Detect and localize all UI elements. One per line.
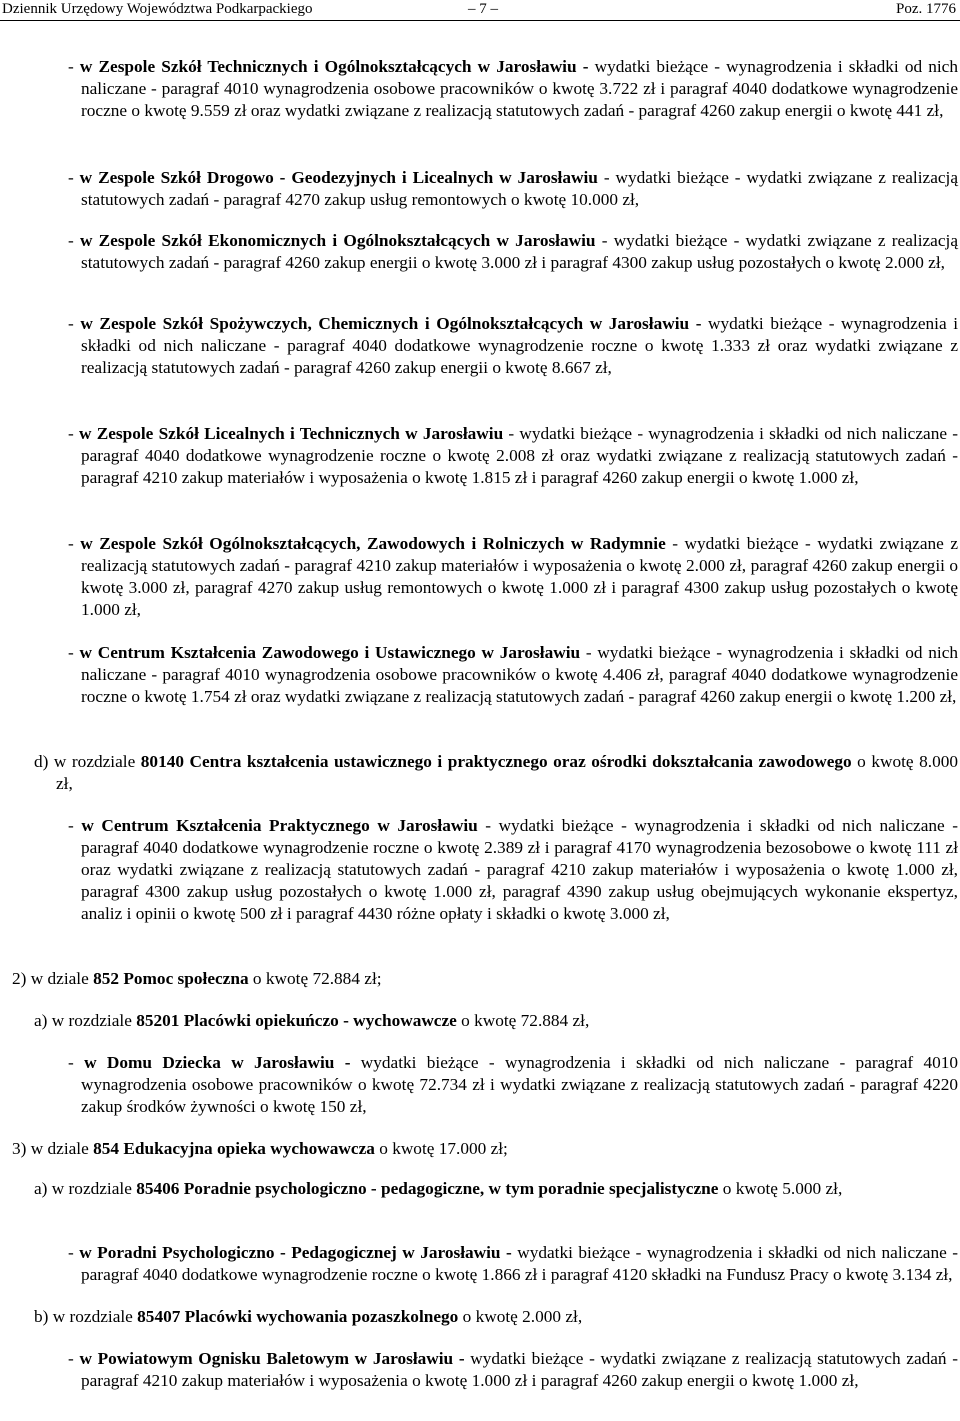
paragraph-poradnia: - w Poradni Psychologiczno - Pedagogicznej w Jarosławiu - wydatki bieżące - wynagrodzenia i składki od nich naliczane - paragraf 4040 dodatkowe wynagrodzenie roczne o kwotę 1.866 zł i paragraf 4120 składki na Fundusz Pracy o kwotę 3.134 zł,: [68, 1243, 958, 1284]
paragraph-dzial-854: 3) w dziale 854 Edukacyjna opieka wychowawcza o kwotę 17.000 zł;: [12, 1139, 508, 1158]
paragraph-rozdzial-80140: d) w rozdziale 80140 Centra kształcenia ustawicznego i praktycznego oraz ośrodki dokształcania zawodowego o kwotę 8.000 zł,: [34, 752, 958, 793]
page-header: [0, 0, 960, 21]
paragraph-dom-dziecka: - w Domu Dziecka w Jarosławiu - wydatki bieżące - wynagrodzenia i składki od nich naliczane - paragraf 4010 wynagrodzenia osobowe pracowników o kwotę 72.734 zł i wydatki związane z realizacją statutowych zadań - paragraf 4220 zakup środków żywności o kwotę 150 zł,: [68, 1053, 959, 1116]
paragraph-ckziu-jaroslaw: - w Centrum Kształcenia Zawodowego i Ustawicznego w Jarosławiu - wydatki bieżące - wynagrodzenia i składki od nich naliczane - paragraf 4010 wynagrodzenia osobowe pracowników o kwotę 4.406 zł, paragraf 4040 dodatkowe wynagrodzenie roczne o kwotę 1.754 zł oraz wydatki związane z realizacją statutowych zadań - paragraf 4260 zakup energii o kwotę 1.200 zł,: [68, 643, 958, 706]
paragraph-rozdzial-85201: a) w rozdziale 85201 Placówki opiekuńczo - wychowawcze o kwotę 72.884 zł,: [34, 1011, 590, 1030]
paragraph-zsscio-jaroslaw: - w Zespole Szkół Spożywczych, Chemicznych i Ogólnokształcących w Jarosławiu - wydatki bieżące - wynagrodzenia i składki od nich naliczane - paragraf 4040 dodatkowe wynagrodzenie roczne o kwotę 1.333 zł oraz wydatki związane z realizacją statutowych zadań - paragraf 4260 zakup energii o kwotę 8.667 zł,: [68, 314, 959, 377]
paragraph-zsdgil-jaroslaw: - w Zespole Szkół Drogowo - Geodezyjnych i Licealnych w Jarosławiu - wydatki bieżące - wydatki związane z realizacją statutowych zadań - paragraf 4270 zakup usług remontowych o kwotę 10.000 zł,: [68, 168, 959, 209]
paragraph-zsozr-radymno: - w Zespole Szkół Ogólnokształcących, Zawodowych i Rolniczych w Radymnie - wydatki bieżące - wydatki związane z realizacją statutowych zadań - paragraf 4210 zakup materiałów i wyposażenia o kwotę 2.000 zł, paragraf 4260 zakup energii o kwotę 3.000 zł, paragraf 4270 zakup usług remontowych o kwotę 1.000 zł i paragraf 4300 zakup usług pozostałych o kwotę 1.000 zł,: [68, 534, 958, 619]
paragraph-zstio-jaroslaw: - w Zespole Szkół Technicznych i Ogólnokształcących w Jarosławiu - wydatki bieżące - wynagrodzenia i składki od nich naliczane - paragraf 4010 wynagrodzenia osobowe pracowników o kwotę 3.722 zł i paragraf 4040 dodatkowe wynagrodzenie roczne o kwotę 9.559 zł oraz wydatki związane z realizacją statutowych zadań - paragraf 4260 zakup energii o kwotę 441 zł,: [68, 57, 958, 120]
paragraph-zslit-jaroslaw: - w Zespole Szkół Licealnych i Technicznych w Jarosławiu - wydatki bieżące - wynagrodzenia i składki od nich naliczane - paragraf 4040 dodatkowe wynagrodzenie roczne o kwotę 2.008 zł oraz wydatki związane z realizacją statutowych zadań - paragraf 4210 zakup materiałów i wyposażenia o kwotę 1.815 zł i paragraf 4260 zakup energii o kwotę 1.000 zł,: [68, 424, 958, 487]
paragraph-ognisko-baletowe: - w Powiatowym Ognisku Baletowym w Jarosławiu - wydatki bieżące - wydatki związane z realizacją statutowych zadań - paragraf 4210 zakup materiałów i wyposażenia o kwotę 1.000 zł i paragraf 4260 zakup energii o kwotę 1.000 zł,: [68, 1349, 958, 1390]
page-number: – 7 –: [468, 1, 498, 17]
paragraph-ckp-jaroslaw: - w Centrum Kształcenia Praktycznego w Jarosławiu - wydatki bieżące - wynagrodzenia i składki od nich naliczane - paragraf 4040 dodatkowe wynagrodzenie roczne o kwotę 2.389 zł i paragraf 4170 wynagrodzenia bezosobowe o kwotę 111 zł oraz wydatki związane z realizacją statutowych zadań - paragraf 4210 zakup materiałów i wyposażenia o kwotę 1.000 zł, paragraf 4300 zakup usług pozostałych o kwotę 1.000 zł, paragraf 4390 zakup usług obejmujących wykonanie ekspertyz, analiz i opinii o kwotę 500 zł i paragraf 4430 różne opłaty i składki o kwotę 3.000 zł,: [68, 816, 958, 923]
paragraph-rozdzial-85407: b) w rozdziale 85407 Placówki wychowania pozaszkolnego o kwotę 2.000 zł,: [34, 1307, 583, 1326]
position-number: Poz. 1776: [896, 1, 956, 17]
paragraph-rozdzial-85406: a) w rozdziale 85406 Poradnie psychologiczno - pedagogiczne, w tym poradnie specjalistyczne o kwotę 5.000 zł,: [34, 1179, 843, 1198]
paragraph-dzial-852: 2) w dziale 852 Pomoc społeczna o kwotę 72.884 zł;: [12, 969, 382, 988]
paragraph-zseio-jaroslaw: - w Zespole Szkół Ekonomicznych i Ogólnokształcących w Jarosławiu - wydatki bieżące - wydatki związane z realizacją statutowych zadań - paragraf 4260 zakup energii o kwotę 3.000 zł i paragraf 4300 zakup usług pozostałych o kwotę 2.000 zł,: [68, 231, 958, 272]
journal-title: Dziennik Urzędowy Województwa Podkarpackiego: [2, 1, 313, 17]
